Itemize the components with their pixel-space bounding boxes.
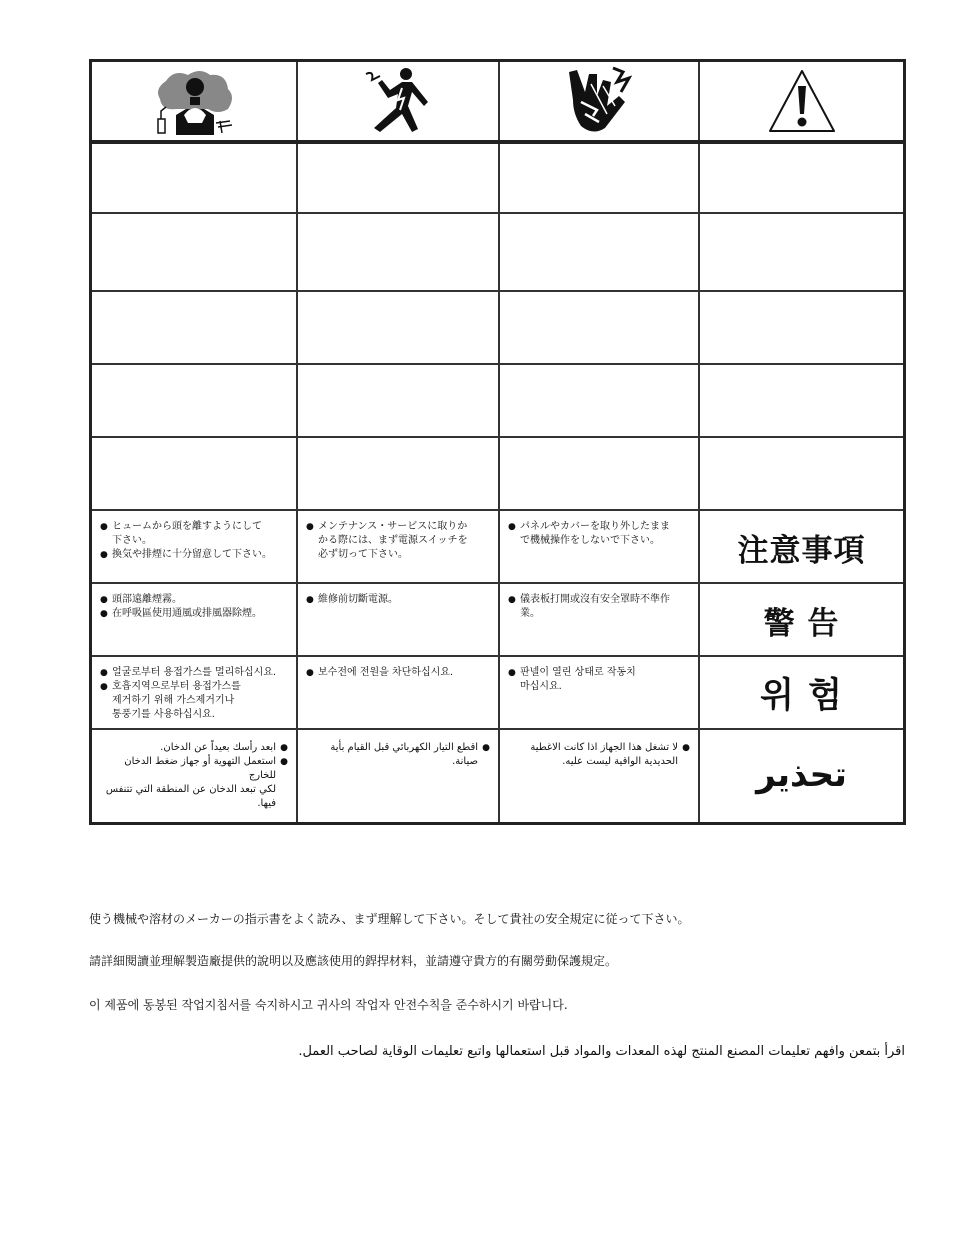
safety-warning-table [89, 59, 906, 825]
row-divider [92, 436, 903, 438]
row-divider [92, 212, 903, 214]
list-item: ● 얼굴로부터 용접가스를 멀리하십시요. [100, 666, 292, 680]
header-divider [92, 140, 903, 144]
arabic-shock-cell [298, 733, 498, 823]
korean-warning-title: 위 험 [760, 676, 843, 716]
footer-chinese: 請詳細閱讀並理解製造廠提供的說明以及應該使用的銲捍材料，並請遵守貴方的有關勞動保護規定。 [89, 954, 618, 968]
row-divider [92, 363, 903, 365]
fume-hazard-icon [92, 62, 296, 140]
korean-shock-cell [298, 660, 498, 730]
korean-fumes-cell [92, 660, 296, 730]
chinese-fumes-cell [92, 587, 296, 657]
list-item: ● 在呼吸區使用通風或排風器除煙。 [100, 607, 292, 621]
list-item: ● 維修前切斷電源。 [306, 593, 494, 607]
arabic-fumes-cell [92, 733, 296, 823]
footer-korean: 이 제품에 동봉된 작업지침서를 숙지하시고 귀사의 작업자 안전수칙을 준수하시기 바랍니다. [89, 998, 568, 1012]
japanese-fumes-cell [92, 514, 296, 584]
chinese-moving-parts-cell [500, 587, 698, 657]
list-item: ● 보수전에 전원을 차단하십시요. [306, 666, 494, 680]
electric-shock-icon [298, 62, 498, 140]
list-item: ● لا تشغل هذا الجهاز اذا كانت الاغطية الحديدية الواقية ليست عليه. [504, 741, 690, 769]
list-item: ● استعمل التهوية أو جهاز ضغط الدخان للخارج لكي تبعد الدخان عن المنطقة التي تتنفس فيها. [96, 755, 288, 811]
list-item: ● ヒュームから頭を離すようにして 下さい。 [100, 520, 292, 548]
list-item: ● メンテナンス・サービスに取りか かる際には、まず電源スイッチを 必ず切って下さい。 [306, 520, 494, 562]
list-item: ● 儀表板打開或沒有安全罩時不準作 業。 [508, 593, 694, 621]
footer-japanese: 使う機械や溶材のメーカーの指示書をよく読み、まず理解して下さい。そして貴社の安全規定に従って下さい。 [89, 912, 690, 926]
warning-triangle-icon [700, 62, 903, 140]
japanese-warning-title: 注意事項 [737, 532, 866, 569]
footer-arabic: اقرأ بتمعن وافهم تعليمات المصنع المنتج لهذه المعدات والمواد قبل استعمالها واتبع تعليمات الوقاية لصاحب العمل. [298, 1044, 905, 1059]
list-item: ● ابعد رأسك بعيداً عن الدخان. [96, 741, 288, 755]
list-item: ● 판넬이 열린 상태로 작동치 마십시요. [508, 666, 694, 694]
chinese-warning-title: 警 告 [763, 605, 840, 642]
list-item: ● 換気や排煙に十分留意して下さい。 [100, 548, 292, 562]
arabic-warning-title: تحذير [756, 755, 847, 795]
japanese-moving-parts-cell [500, 514, 698, 584]
list-item: ● 호흡지역으로부터 용접가스를 제거하기 위해 가스제거기나 통풍기를 사용하십시요. [100, 680, 292, 722]
korean-moving-parts-cell [500, 660, 698, 730]
list-item: ● 頭部遠離煙霧。 [100, 593, 292, 607]
row-divider [92, 509, 903, 511]
list-item: ● パネルやカバーを取り外したまま で機械操作をしないで下さい。 [508, 520, 694, 548]
chinese-shock-cell [298, 587, 498, 657]
row-divider [92, 290, 903, 292]
moving-parts-hand-icon [500, 62, 698, 140]
arabic-moving-parts-cell [500, 733, 698, 823]
japanese-shock-cell [298, 514, 498, 584]
list-item: ● اقطع التيار الكهربائي قبل القيام بأية صيانة. [302, 741, 490, 769]
